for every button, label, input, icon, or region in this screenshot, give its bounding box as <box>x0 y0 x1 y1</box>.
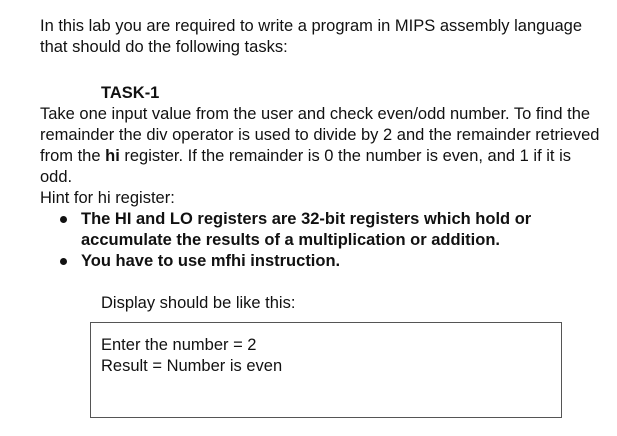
bullet-dot-icon <box>60 216 67 223</box>
output-line-result: Result = Number is even <box>101 357 283 375</box>
task-heading: TASK-1 <box>101 84 160 102</box>
bullet-text: The HI and LO registers are 32-bit registers which hold or accumulate the results of a multiplication or addition. <box>81 210 532 249</box>
intro-paragraph: In this lab you are required to write a program in MIPS assembly language that should do the following tasks: <box>40 17 583 56</box>
task-description-part-1: Take one input value from the user and check even/odd number. To find the remainder the div operator is used to divide by 2 and the remainder retrieved from the <box>40 105 600 165</box>
hint-label: Hint for hi register: <box>40 189 175 207</box>
hi-register-bold: hi <box>105 147 120 165</box>
bullet-text: You have to use mfhi instruction. <box>81 252 341 270</box>
bullet-item <box>58 251 598 272</box>
task-description <box>40 104 605 188</box>
bullet-item <box>58 209 598 251</box>
output-line-prompt: Enter the number = 2 <box>101 336 257 354</box>
sample-output-box <box>90 322 562 418</box>
task-description-part-2: register. If the remainder is 0 the number is even, and 1 if it is odd. <box>40 147 572 186</box>
bullet-dot-icon <box>60 258 67 265</box>
display-label: Display should be like this: <box>101 294 296 312</box>
hint-bullet-list <box>58 209 598 272</box>
